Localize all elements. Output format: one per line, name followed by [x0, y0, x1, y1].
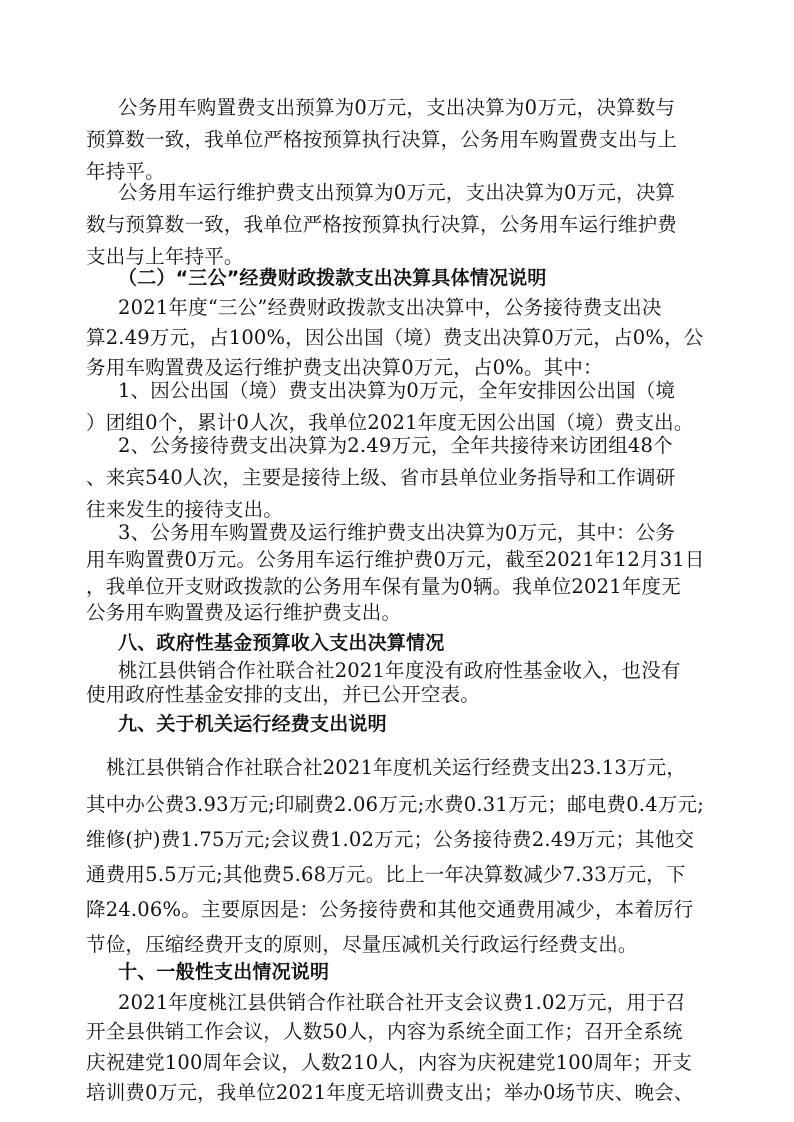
paragraph-line: 培训费0万元，我单位2021年度无培训费支出；举办0场节庆、晚会、 [86, 1081, 694, 1104]
paragraph-line: 3、公务用车购置费及运行维护费支出决算为0万元，其中：公务 [118, 521, 676, 544]
paragraph-line: 维修(护)费1.75万元;会议费1.02万元；公务接待费2.49万元；其他交 [86, 828, 695, 851]
paragraph-line: 数与预算数一致，我单位严格按预算执行决算，公务用车运行维护费 [86, 213, 678, 236]
paragraph-line: 其中办公费3.93万元;印刷费2.06万元;水费0.31万元；邮电费0.4万元; [86, 793, 704, 816]
paragraph-line: 通费用5.5万元;其他费5.68万元。比上一年决算数减少7.33万元，下 [86, 863, 686, 886]
paragraph-line: 使用政府性基金安排的支出，并已公开空表。 [86, 683, 481, 706]
section-heading: 九、关于机关运行经费支出说明 [118, 713, 387, 735]
section-heading: 八、政府性基金预算收入支出决算情况 [118, 632, 445, 654]
paragraph-line: 、来宾540人次，主要是接待上级、省市县单位业务指导和工作调研 [86, 466, 676, 489]
paragraph-line: 往来发生的接待支出。 [86, 498, 284, 521]
paragraph-line: 1、因公出国（境）费支出决算为0万元，全年安排因公出国（境 [118, 379, 676, 402]
paragraph-line: ，我单位开支财政拨款的公务用车保有量为0辆。我单位2021年度无 [86, 575, 681, 598]
paragraph-line: ）团组0个，累计0人次，我单位2021年度无因公出国（境）费支出。 [86, 411, 694, 434]
paragraph-line: 年持平。 [86, 160, 165, 183]
paragraph-line: 2021年度桃江县供销合作社联合社开支会议费1.02万元，用于召 [118, 991, 686, 1014]
paragraph-line: 桃江县供销合作社联合社2021年度没有政府性基金收入，也没有 [118, 659, 681, 682]
paragraph-line: 节俭，压缩经费开支的原则，尽量压减机关行政运行经费支出。 [86, 933, 638, 956]
section-heading: （二）“三公”经费财政拨款支出决算具体情况说明 [118, 267, 547, 289]
section-heading: 十、一般性支出情况说明 [118, 961, 330, 983]
paragraph-line: 支出与上年持平。 [86, 245, 244, 268]
paragraph-line: 公务用车购置费支出预算为0万元，支出决算为0万元，决算数与 [118, 96, 676, 119]
paragraph-line: 用车购置费0万元。公务用车运行维护费0万元，截至2021年12月31日 [86, 548, 705, 571]
paragraph-line: 公务用车运行维护费支出预算为0万元，支出决算为0万元，决算 [118, 181, 676, 204]
paragraph-line: 公务用车购置费及运行维护费支出。 [86, 601, 402, 624]
paragraph-line: 算2.49万元，占100%，因公出国（境）费支出决算0万元，占0%，公 [86, 326, 704, 349]
paragraph-line: 开全县供销工作会议，人数50人，内容为系统全面工作；召开全系统 [86, 1020, 683, 1043]
paragraph-line: 2021年度“三公”经费财政拨款支出决算中，公务接待费支出决 [118, 296, 662, 319]
paragraph-line: 2、公务接待费支出决算为2.49万元，全年共接待来访团组48个 [118, 434, 673, 457]
paragraph-line: 预算数一致，我单位严格按预算执行决算，公务用车购置费支出与上 [86, 128, 678, 151]
paragraph-line: 庆祝建党100周年会议，人数210人，内容为庆祝建党100周年；开支 [86, 1051, 692, 1074]
paragraph-line: 桃江县供销合作社联合社2021年度机关运行经费支出23.13万元， [106, 756, 687, 779]
paragraph-line: 降24.06%。主要原因是：公务接待费和其他交通费用减少，本着厉行 [86, 898, 694, 921]
paragraph-line: 务用车购置费及运行维护费支出决算0万元，占0%。其中： [86, 356, 603, 379]
